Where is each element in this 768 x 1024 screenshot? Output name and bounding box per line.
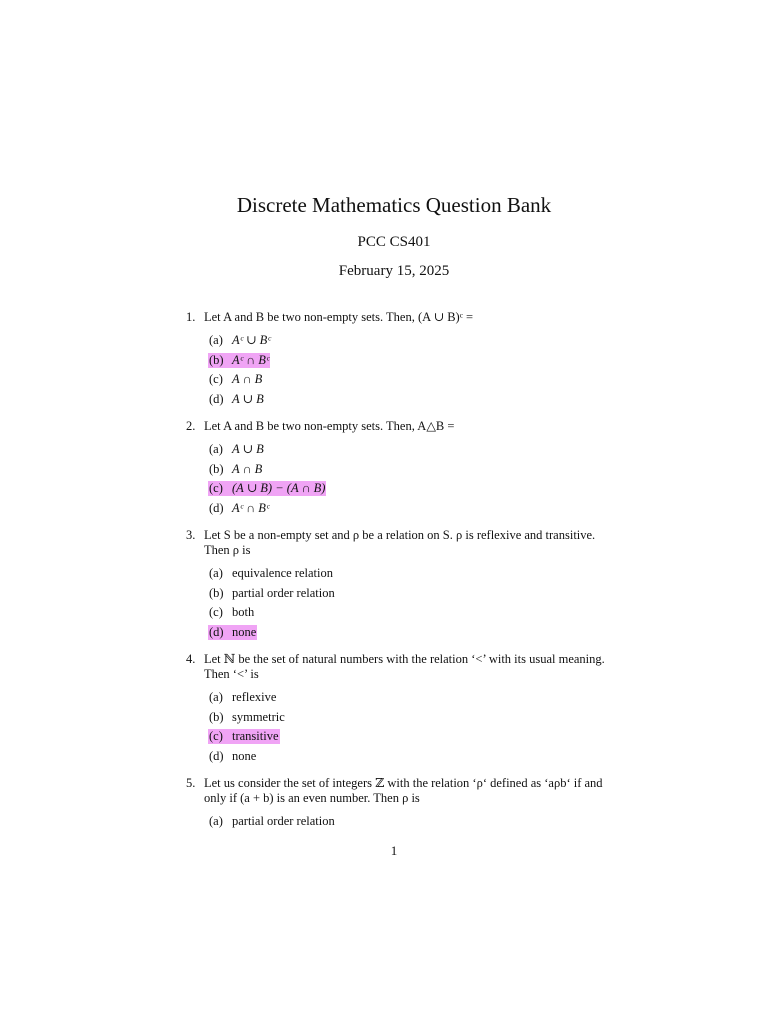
question-text: Let us consider the set of integers ℤ with the relation ‘ρ‘ defined as ‘aρb‘ if and only if (a + b) is an even number. Then ρ is bbox=[204, 776, 603, 805]
option-label: (d) bbox=[209, 500, 224, 515]
option-content bbox=[208, 625, 257, 640]
question-text: Let ℕ be the set of natural numbers with the relation ‘<’ with its usual meaning. Then ‘<’ is bbox=[204, 652, 605, 681]
question-stem bbox=[186, 528, 618, 558]
option-b bbox=[208, 353, 618, 373]
question-5 bbox=[186, 776, 618, 834]
option-label: (b) bbox=[209, 461, 224, 476]
course-code: PCC CS401 bbox=[357, 234, 431, 250]
question-stem bbox=[186, 652, 618, 682]
option-content bbox=[208, 814, 336, 829]
option-content bbox=[208, 353, 270, 368]
option-content bbox=[208, 333, 272, 348]
option-content bbox=[208, 749, 257, 764]
option-content bbox=[208, 690, 277, 705]
option-text: reflexive bbox=[232, 690, 277, 704]
option-label: (b) bbox=[209, 585, 224, 600]
option-text: partial order relation bbox=[232, 585, 335, 600]
option-a bbox=[208, 814, 618, 834]
option-content bbox=[208, 710, 286, 725]
option-content bbox=[208, 566, 334, 581]
option-content bbox=[208, 442, 265, 457]
option-label: (a) bbox=[209, 814, 223, 828]
option-text: A ∩ B bbox=[232, 461, 263, 476]
question-text: Let A and B be two non-empty sets. Then, (A ∪ B)ᶜ = bbox=[204, 310, 474, 324]
option-d bbox=[208, 625, 618, 645]
question-number: 1. bbox=[186, 310, 196, 324]
option-c bbox=[208, 481, 618, 501]
question-1 bbox=[186, 310, 618, 411]
option-label: (a) bbox=[209, 333, 223, 347]
option-d bbox=[208, 749, 618, 769]
question-text: Let A and B be two non-empty sets. Then, A△B = bbox=[204, 419, 455, 433]
option-c bbox=[208, 729, 618, 749]
question-number: 2. bbox=[186, 419, 196, 433]
option-a bbox=[208, 690, 618, 710]
option-d bbox=[208, 392, 618, 412]
option-content bbox=[208, 372, 263, 387]
option-content bbox=[208, 586, 336, 601]
option-content bbox=[208, 501, 270, 516]
question-number: 3. bbox=[186, 528, 196, 542]
option-label: (d) bbox=[209, 748, 224, 763]
option-text: Aᶜ ∩ Bᶜ bbox=[232, 352, 270, 367]
question-stem bbox=[186, 776, 618, 806]
question-list bbox=[186, 310, 618, 842]
option-content bbox=[208, 392, 265, 407]
option-text: (A ∪ B) − (A ∩ B) bbox=[232, 481, 326, 495]
option-content bbox=[208, 605, 255, 620]
question-2 bbox=[186, 419, 618, 520]
option-list bbox=[208, 690, 618, 768]
question-number: 5. bbox=[186, 776, 196, 790]
option-content bbox=[208, 462, 263, 477]
option-text: partial order relation bbox=[232, 814, 335, 828]
question-text: Let S be a non-empty set and ρ be a relation on S. ρ is reflexive and transitive. Then ρ is bbox=[204, 528, 596, 557]
option-label: (a) bbox=[209, 690, 223, 704]
question-stem bbox=[186, 419, 618, 434]
option-d bbox=[208, 501, 618, 521]
question-4 bbox=[186, 652, 618, 768]
option-text: equivalence relation bbox=[232, 566, 333, 580]
question-stem bbox=[186, 310, 618, 325]
option-a bbox=[208, 442, 618, 462]
option-label: (c) bbox=[209, 481, 223, 495]
option-b bbox=[208, 462, 618, 482]
page-number: 1 bbox=[390, 843, 398, 858]
option-list bbox=[208, 814, 618, 834]
option-list bbox=[208, 442, 618, 520]
option-text: transitive bbox=[232, 729, 279, 743]
option-a bbox=[208, 566, 618, 586]
question-3 bbox=[186, 528, 618, 644]
option-content bbox=[208, 729, 280, 744]
option-label: (c) bbox=[209, 729, 223, 743]
option-text: A ∪ B bbox=[232, 391, 264, 406]
option-label: (c) bbox=[209, 372, 223, 386]
option-label: (a) bbox=[209, 566, 223, 580]
option-list bbox=[208, 333, 618, 411]
option-label: (b) bbox=[209, 709, 224, 724]
document-date: February 15, 2025 bbox=[338, 263, 450, 279]
option-label: (d) bbox=[209, 624, 224, 639]
option-label: (a) bbox=[209, 442, 223, 456]
option-c bbox=[208, 372, 618, 392]
option-text: both bbox=[232, 605, 255, 619]
option-text: none bbox=[232, 624, 257, 639]
option-text: none bbox=[232, 748, 257, 763]
option-label: (d) bbox=[209, 391, 224, 406]
option-text: A ∪ B bbox=[232, 442, 264, 456]
option-c bbox=[208, 605, 618, 625]
option-label: (c) bbox=[209, 605, 223, 619]
option-b bbox=[208, 710, 618, 730]
option-text: A ∩ B bbox=[232, 372, 263, 386]
option-list bbox=[208, 566, 618, 644]
option-content bbox=[208, 481, 326, 496]
document-title: Discrete Mathematics Question Bank bbox=[236, 193, 552, 217]
option-text: symmetric bbox=[232, 709, 285, 724]
option-text: Aᶜ ∪ Bᶜ bbox=[232, 333, 271, 347]
option-b bbox=[208, 586, 618, 606]
question-number: 4. bbox=[186, 652, 196, 666]
option-label: (b) bbox=[209, 352, 224, 367]
option-a bbox=[208, 333, 618, 353]
option-text: Aᶜ ∩ Bᶜ bbox=[232, 500, 270, 515]
